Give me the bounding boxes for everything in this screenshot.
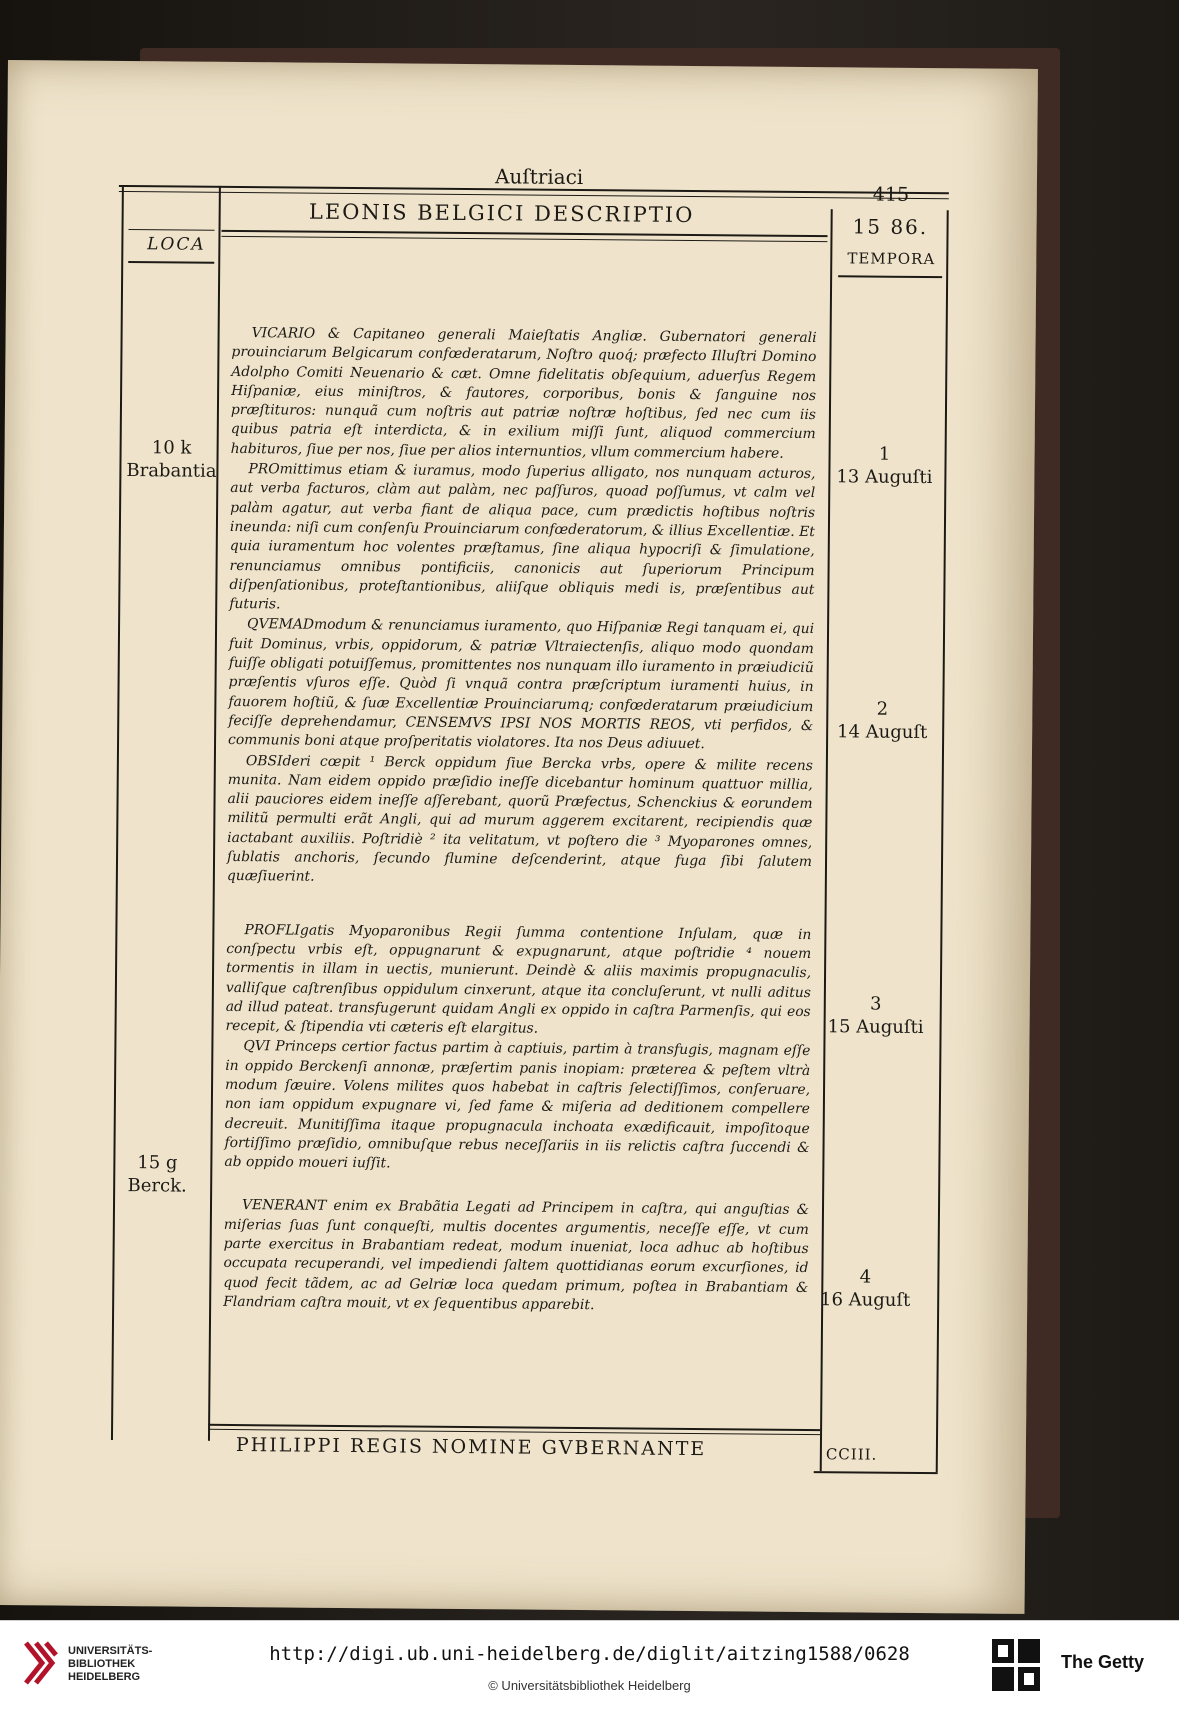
margin-date-number: 3 [869, 993, 882, 1015]
margin-place [126, 436, 216, 483]
margin-date [834, 442, 934, 489]
margin-date-number: 4 [859, 1266, 872, 1288]
copyright-notice: © Universitätsbibliothek Heidelberg [488, 1678, 691, 1693]
margin-date [815, 1265, 915, 1312]
envoys-paragraph: VENERANT enim ex Brabãtia Legati ad Principem in caſtra, qui anguſtias & miſerias ſuas ſunt conqueſti, multis docentes argumentis, neceſſe eſſe, vt cum parte exercitus in Brabantiam redeat, modum inueniat, loca adhuc ab hoſtibus occupata recuperandi, vel impediendi ſaltem quottidianas eorum excurſiones, id quod fecit tãdem, ac ad Gelriæ loca quedam primum, poſtea in Brabantiam & Flandriam caſtra mouit, vt ex ſequentibus apparebit. [223, 1197, 810, 1314]
permalink-url[interactable]: http://digi.ub.uni-heidelberg.de/diglit/aitzing1588/0628 [269, 1643, 910, 1665]
margin-date-text: 14 Auguſt [836, 721, 928, 744]
margin-date-text: 16 Auguſt [819, 1289, 911, 1311]
main-text-block [223, 324, 817, 1317]
loca-rule-bottom [128, 261, 214, 264]
footer-title: PHILIPPI REGIS NOMINE GVBERNANTE [235, 1434, 707, 1461]
getty-name: The Getty [1061, 1652, 1145, 1672]
outer-right-rule [936, 210, 949, 1472]
margin-date-text: 13 Auguſti [836, 466, 933, 489]
title-underline-thin [221, 236, 827, 242]
running-head: Auſtriaci [494, 164, 584, 190]
page-title: LEONIS BELGICI DESCRIPTIO [308, 199, 695, 227]
margin-place-number: 10 k [151, 437, 192, 459]
tempora-rule [838, 275, 942, 278]
footer-rule-bottom [814, 1471, 938, 1474]
margin-date-number: 2 [876, 698, 889, 720]
page-number: 415 [872, 183, 910, 206]
oath-paragraph: VICARIO & Capitaneo generali Maieſtatis Angliæ. Gubernatori generali prouinciarum Belgicarum confœderatarum, Noſtro quoq́; præfecto Illuſtri Domino Adolpho Comiti Neuenario & cæt. Omne fidelitatis obſequium, aduerſus Regem Hiſpaniæ, eius miniſtros, & fautores, corporibus, bonis & ſanguine nos præſtituros: nunquã cum noſtris aut patriæ noſtræ hoſtibus, ſed nec cum iis quibus patria eſt interdicta, & in exilium miſſi ſunt, aliquod commercium habituros, ſiue per nos, ſiue per alios internuntios, vllum commercium habere. [230, 325, 817, 462]
loca-heading: LOCA [147, 234, 206, 255]
margin-date-text: 15 Auguſti [827, 1016, 924, 1039]
viewer-bar [0, 1620, 1179, 1710]
margin-place [112, 1151, 202, 1198]
university-name: UNIVERSITÄTS- BIBLIOTHEK HEIDELBERG [68, 1645, 153, 1683]
signature-mark: CCIII. [825, 1445, 878, 1464]
island-paragraph: PROFLIgatis Myoparonibus Regii ſumma contentione Inſulam, quæ in conſpectu vrbis eſt, oppugnarunt & expugnarunt, atque poſtridie ⁴ nouem tormentis in illam in uectis, munierunt. Deindè & aliis maximis propugnaculis, valliſque caſtrenſibus oppidulum cinxerunt, atque ita concluſerunt, vt nulli aditus ad illud pateat. transfugerunt quidam Angli ex oppido in caſtra Parmenſis, qui eos recepit, & ſtipendia vti cæteris eſt elargitus. [225, 921, 812, 1037]
margin-place-number: 15 g [137, 1152, 178, 1174]
margin-place-name: Berck. [127, 1175, 187, 1197]
prince-paragraph: QVI Princeps certior factus partim à captiuis, partim à transfugis, magnam eſſe in oppido Berckenſi annonæ, præſertim panis inopiam: præterea & peſtem vltrà modum ſæuire. Volens milites quos habebat in caſtris ſelectiſſimos, conſeruare, non iam oppidum expugnare vi, ſed fame & miſeria ad deditionem compellere decreuit. Munitiſſima itaque propugnacula inchoata exædificauit, impoſitoque fortiſſimo præſidio, omnibuſque rebus neceſſariis in iis relictis caſtra ſuccendi & ab oppido moueri iuſſit. [224, 1038, 811, 1172]
siege-paragraph: OBSIderi cœpit ¹ Berck oppidum ſiue Bercka vrbs, opere & milite recens munita. Nam eidem oppido præſidio ineſſe dicebantur hominum quattuor millia, alii pauciores eidem ineſſe aſſerebant, quorũ Præfectus, Schenckius & eorundem militũ permulti erãt Angli, qui ad murum aggerem excitarent, recipiendis quæ iactabant auxiliis. Poſtridiè ² ita velitatum, vt poſtero die ³ Myoparones omnes, ſublatis anchoris, ſecundo flumine deſcenderint, atque fuga ſibi ſalutem quæſiuerint. [226, 752, 813, 886]
loca-rule-top [129, 229, 215, 231]
book-page [0, 60, 1038, 1614]
promise-paragraph: PROmittimus etiam & iuramus, modo ſuperius alligato, nos nunquam acturos, aut verba facturos, clàm aut palàm, nec paſſuros, quoad poſſumus, vt calm vel palàm agatur, aut verba fiant de aliqua pace, cum prædictis hoſtibus noſtris ineunda: niſi cum conſenſu Prouinciarum confœderatorum, & illius Excellentiæ. Et quia iuramentum hoc volentes præſtamus, ſine aliqua hypocriſi & ſimulatione, renunciamus omnibus pontificiis, canonicis aut ſuperiorum Principum diſpenſationibus, proteſtantionibus, aliiſque obliquis medi is, præſentibus aut futuris. [229, 461, 816, 613]
margin-date-number: 1 [878, 443, 891, 465]
margin-place-name: Brabantia [126, 460, 217, 482]
renunciation-paragraph: QVEMADmodum & renunciamus iuramento, quo Hiſpaniæ Regi tanquam ei, qui fuit Dominus, vrbis, oppidorum, & patriæ Vltraiectenſis, aliquo modo quondam fuiſſe obligati potuiſſemus, promittentes nos nunquam illo iuramento in præiudiciũ præſentis vſuros eſſe. Quòd ſi vnquã contra præſcriptum iuramenti huius, in fauorem hoſtiũ, & ſuæ Excellentiæ Prouinciarumq; confœderatarum præiudicium feciſſe deprehendamur, CENSEMVS IPSI NOS MORTIS REOS, vti perfidos, & communis boni atque proſperitatis violatores. Ita nos Deus adiuuet. [228, 616, 815, 753]
margin-date [825, 992, 925, 1039]
tempora-heading: TEMPORA [847, 249, 936, 269]
margin-date [832, 697, 932, 744]
outer-left-rule [111, 185, 124, 1440]
left-column-rule [208, 186, 221, 1441]
year-label: 15 86. [852, 214, 929, 240]
getty-logo-icon[interactable] [992, 1639, 1042, 1691]
